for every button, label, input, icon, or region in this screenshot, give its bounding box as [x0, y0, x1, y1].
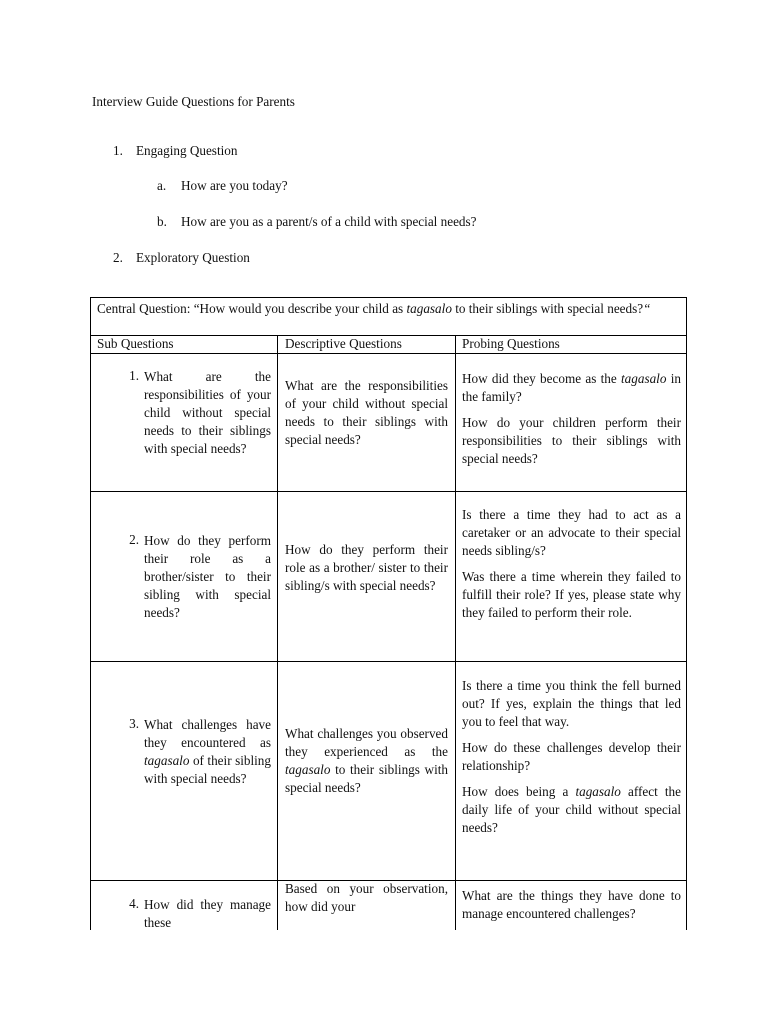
probing-question: Was there a time wherein they failed to fulfill their role? If yes, please state why they failed to perform their role.	[462, 569, 681, 620]
header-descriptive-questions: Descriptive Questions	[285, 336, 402, 351]
probing-question	[462, 783, 681, 837]
descriptive-text: What challenges you observed they experienced as the	[285, 726, 448, 759]
item-text-a: How are you today?	[181, 178, 288, 193]
row-number: 1.	[129, 368, 139, 383]
item-letter-b: b.	[157, 214, 167, 229]
section-label-exploratory: Exploratory Question	[136, 250, 250, 265]
table-rule	[91, 661, 686, 662]
central-question-suffix: to their siblings with special needs?	[451, 301, 644, 316]
descriptive-term: tagasalo	[285, 762, 331, 777]
sub-question-text: What are the responsibilities of your child without special needs to their siblings with special needs?	[144, 369, 271, 456]
page-title: Interview Guide Questions for Parents	[92, 94, 295, 109]
probing-text: How does being a	[462, 784, 576, 799]
central-question-close: “	[643, 301, 651, 316]
table-rule	[91, 353, 686, 354]
sub-question-term: tagasalo	[144, 753, 190, 768]
table-row-1-probing	[462, 370, 681, 468]
header-probing-questions: Probing Questions	[462, 336, 560, 351]
probing-question: How do your children perform their responsibilities to their siblings with special needs?	[462, 415, 681, 466]
table-row-3-descriptive	[285, 725, 448, 797]
row-number: 3.	[129, 716, 139, 731]
table-rule	[91, 491, 686, 492]
section-number-1: 1.	[113, 143, 123, 158]
probing-question: How do these challenges develop their relationship?	[462, 740, 681, 773]
table-row-4-probing: What are the things they have done to manage encountered challenges?	[462, 888, 681, 921]
table-row-2-probing	[462, 506, 681, 622]
probing-question: Is there a time they had to act as a caretaker or an advocate to their special needs sibling/s?	[462, 507, 681, 558]
interview-table	[90, 297, 687, 930]
probing-question: Is there a time you think the fell burned out? If yes, explain the things that led you to feel that way.	[462, 678, 681, 729]
central-question-term: tagasalo	[406, 301, 452, 316]
item-letter-a: a.	[157, 178, 167, 193]
probing-question	[462, 370, 681, 406]
sub-question-text	[144, 716, 271, 788]
probing-text: How did they become as the	[462, 371, 621, 386]
sub-question-part: of their sibling with special needs?	[144, 753, 271, 786]
central-question-prefix: Central Question: “How would you describe your child as	[97, 301, 407, 316]
probing-term: tagasalo	[621, 371, 667, 386]
header-sub-questions: Sub Questions	[97, 336, 174, 351]
table-row-1-descriptive: What are the responsibilities of your child without special needs to their siblings with special needs?	[285, 378, 448, 447]
table-column-rule	[455, 336, 456, 930]
section-label-engaging: Engaging Question	[136, 143, 238, 158]
sub-question-text: How did they manage these	[144, 897, 271, 930]
table-column-rule	[277, 336, 278, 930]
table-row-4-descriptive: Based on your observation, how did your	[285, 881, 448, 914]
sub-question-text: How do they perform their role as a brother/sister to their sibling with special needs?	[144, 533, 271, 620]
table-row-2-descriptive: How do they perform their role as a brother/ sister to their sibling/s with special needs?	[285, 542, 448, 593]
probing-text: affect the daily life of your child without special needs?	[462, 784, 681, 835]
probing-term: tagasalo	[575, 784, 621, 799]
row-number: 2.	[129, 532, 139, 547]
row-number: 4.	[129, 896, 139, 911]
probing-text: in the family?	[462, 371, 681, 404]
item-text-b: How are you as a parent/s of a child with special needs?	[181, 214, 477, 229]
section-number-2: 2.	[113, 250, 123, 265]
table-row-3-probing	[462, 677, 681, 837]
sub-question-part: What challenges have they encountered as	[144, 717, 271, 750]
central-question	[97, 300, 683, 318]
descriptive-text: to their siblings with special needs?	[285, 762, 448, 795]
